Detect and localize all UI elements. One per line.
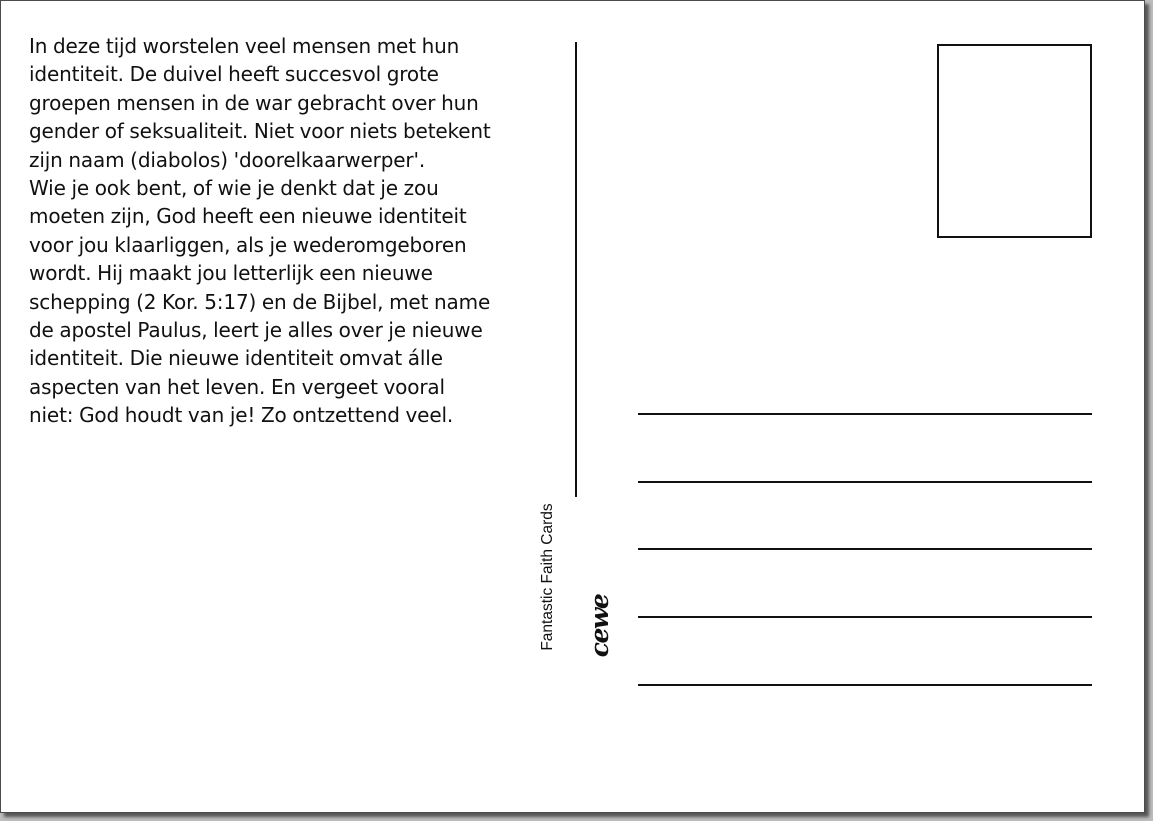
- message-line: niet: God houdt van je! Zo ontzettend veel.: [29, 403, 454, 428]
- center-divider: [575, 42, 577, 497]
- address-line: [638, 684, 1092, 686]
- message-line: In deze tijd worstelen veel mensen met hun: [29, 34, 460, 58]
- message-line: voor jou klaarliggen, als je wederomgeboren: [29, 232, 467, 257]
- stamp-box: [937, 44, 1092, 238]
- brand-name: Fantastic Faith Cards: [539, 503, 556, 651]
- message-line: schepping (2 Kor. 5:17) en de Bijbel, met name: [29, 289, 491, 314]
- message-line: gender of seksualiteit. Niet voor niets betekent: [29, 119, 491, 144]
- message-line: moeten zijn, God heeft een nieuwe identiteit: [29, 204, 467, 229]
- cewe-logo: cewe: [585, 594, 614, 658]
- message-line: aspecten van het leven. En vergeet vooral: [29, 374, 445, 399]
- message-line: de apostel Paulus, leert je alles over je nieuwe: [29, 318, 483, 343]
- message-line: wordt. Hij maakt jou letterlijk een nieuwe: [29, 261, 433, 286]
- message-line: identiteit. De duivel heeft succesvol grote: [29, 62, 439, 87]
- message-line: groepen mensen in de war gebracht over hun: [29, 90, 479, 115]
- message-text: [29, 32, 569, 430]
- message-line: identiteit. Die nieuwe identiteit omvat álle: [29, 346, 443, 371]
- address-line: [638, 616, 1092, 618]
- message-line: zijn naam (diabolos) 'doorelkaarwerper'.: [29, 147, 426, 172]
- address-line: [638, 413, 1092, 415]
- address-line: [638, 548, 1092, 550]
- address-line: [638, 481, 1092, 483]
- message-line: Wie je ook bent, of wie je denkt dat je zou: [29, 176, 439, 201]
